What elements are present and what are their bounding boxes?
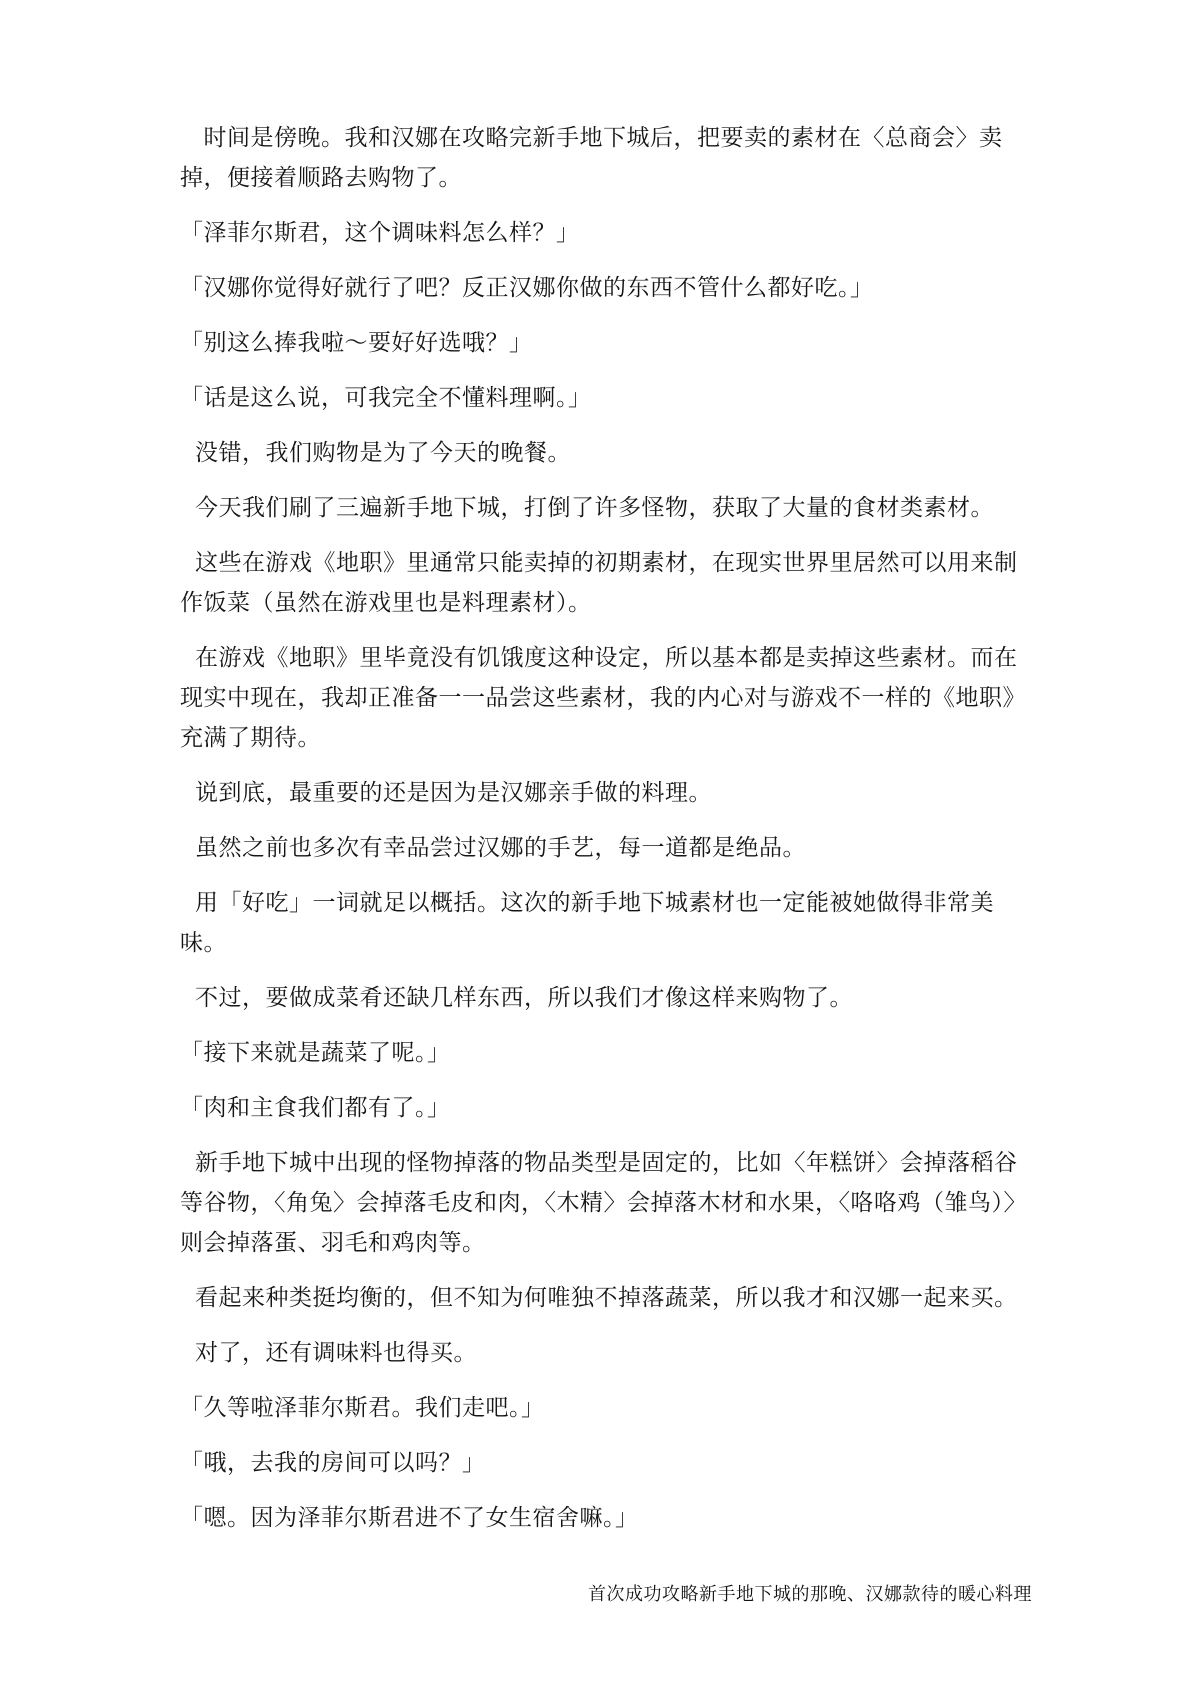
paragraph-narration: 这些在游戏《地职》里通常只能卖掉的初期素材，在现实世界里居然可以用来制作饭菜（虽然在游戏里也是料理素材）。 <box>180 550 1018 616</box>
paragraph-dialogue: 「久等啦泽菲尔斯君。我们走吧。」 <box>180 1395 545 1421</box>
paragraph-narration: 对了，还有调味料也得买。 <box>195 1340 477 1366</box>
paragraph-narration: 虽然之前也多次有幸品尝过汉娜的手艺，每一道都是绝品。 <box>195 835 806 861</box>
paragraph-dialogue: 「泽菲尔斯君，这个调味料怎么样？」 <box>180 220 580 246</box>
chapter-text <box>180 118 1040 1538</box>
paragraph-dialogue: 「嗯。因为泽菲尔斯君进不了女生宿舍嘛。」 <box>180 1505 639 1531</box>
paragraph-narration: 不过，要做成菜肴还缺几样东西，所以我们才像这样来购物了。 <box>195 985 853 1011</box>
paragraph-narration: 新手地下城中出现的怪物掉落的物品类型是固定的，比如〈年糕饼〉会掉落稻谷等谷物，〈角兔〉会掉落毛皮和肉，〈木精〉会掉落木材和水果，〈咯咯鸡（雏鸟）〉则会掉落蛋、羽毛和鸡肉等。 <box>180 1150 1027 1256</box>
paragraph-dialogue: 「哦，去我的房间可以吗？」 <box>180 1450 486 1476</box>
paragraph-dialogue: 「话是这么说，可我完全不懂料理啊。」 <box>180 385 592 411</box>
paragraph-narration: 看起来种类挺均衡的，但不知为何唯独不掉落蔬菜，所以我才和汉娜一起来买。 <box>195 1285 1018 1311</box>
paragraph-narration: 今天我们刷了三遍新手地下城，打倒了许多怪物，获取了大量的食材类素材。 <box>195 495 994 521</box>
chapter-footer-title: 首次成功攻略新手地下城的那晚、汉娜款待的暖心料理 <box>588 1584 1032 1605</box>
paragraph-narration: 用「好吃」一词就足以概括。这次的新手地下城素材也一定能被她做得非常美味。 <box>180 890 994 956</box>
paragraph-dialogue: 「汉娜你觉得好就行了吧？反正汉娜你做的东西不管什么都好吃。」 <box>180 275 874 301</box>
paragraph-dialogue: 「接下来就是蔬菜了呢。」 <box>180 1040 451 1066</box>
paragraph-narration: 在游戏《地职》里毕竟没有饥饿度这种设定，所以基本都是卖掉这些素材。而在现实中现在，我却正准备一一品尝这些素材，我的内心对与游戏不一样的《地职》充满了期待。 <box>180 645 1026 751</box>
paragraph-narration: 时间是傍晚。我和汉娜在攻略完新手地下城后，把要卖的素材在〈总商会〉卖掉，便接着顺路去购物了。 <box>180 125 1003 191</box>
paragraph-narration: 没错，我们购物是为了今天的晚餐。 <box>195 440 571 466</box>
paragraph-dialogue: 「肉和主食我们都有了。」 <box>180 1095 451 1121</box>
paragraph-dialogue: 「别这么捧我啦～要好好选哦？」 <box>180 330 533 356</box>
paragraph-narration: 说到底，最重要的还是因为是汉娜亲手做的料理。 <box>195 780 712 806</box>
